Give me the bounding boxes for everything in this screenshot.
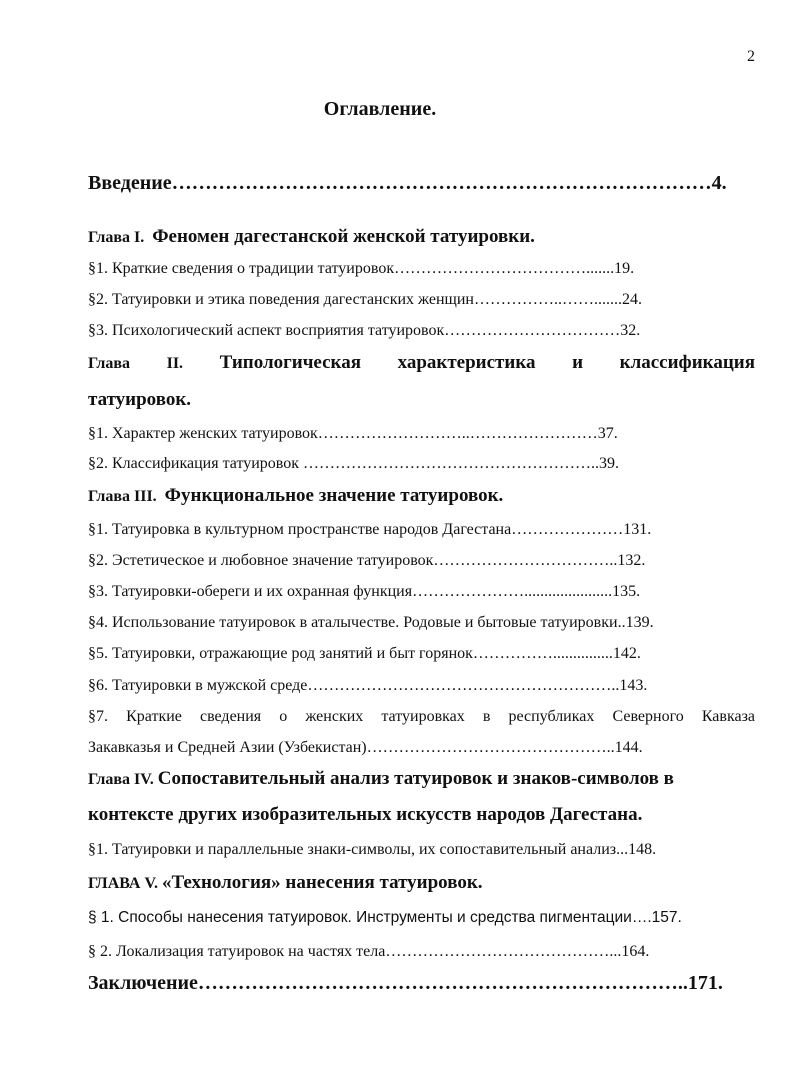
toc-chapter-4-line-1 <box>88 768 674 790</box>
toc-ch1-section-2: §2. Татуировки и этика поведения дагестанских женщин……………..…….......24. <box>88 291 642 308</box>
toc-ch1-section-3: §3. Психологический аспект восприятия татуировок……………………………32. <box>88 322 641 339</box>
toc-ch3-section-7-line-2: Закавказья и Средней Азии (Узбекистан)………………………………………..144. <box>88 739 643 756</box>
toc-chapter-4-line-2: контексте других изобразительных искусств народов Дагестана. <box>88 804 643 825</box>
chapter-2-word: характеристика <box>397 352 536 373</box>
toc-ch3-section-6: §6. Татуировки в мужской среде…………………………………………………..143. <box>88 677 648 694</box>
toc-ch1-section-1: §1. Краткие сведения о традиции татуировок……………………………….......19. <box>88 260 635 277</box>
toc-ch3-section-3: §3. Татуировки-обереги и их охранная функция…………………......................135. <box>88 583 641 600</box>
page-number: 2 <box>747 48 755 65</box>
toc-chapter-1 <box>88 226 535 248</box>
chapter-2-word: классификация <box>619 352 755 373</box>
toc-chapter-5 <box>88 872 483 894</box>
toc-ch5-section-2: § 2. Локализация татуировок на частях тела……………………………………...164. <box>88 943 650 960</box>
toc-ch4-section-1: §1. Татуировки и параллельные знаки-символы, их сопоставительный анализ...148. <box>88 841 657 858</box>
toc-chapter-2-line-2: татуировок. <box>88 389 192 410</box>
chapter-5-label: ГЛАВА V. <box>88 875 158 892</box>
toc-conclusion: Заключение………………………………………………………………..171. <box>88 972 723 994</box>
toc-chapter-2-line-1 <box>88 352 755 374</box>
chapter-3-title: Функциональное значение татуировок. <box>164 485 504 506</box>
toc-ch3-section-7-line-1: §7. Краткие сведения о женских татуировках в республиках Северного Кавказа <box>88 708 755 725</box>
chapter-2-word: и <box>572 352 584 373</box>
chapter-5-title: «Технология» нанесения татуировок. <box>161 872 483 893</box>
chapter-2-word: Глава <box>88 355 130 372</box>
toc-ch3-section-4: §4. Использование татуировок в аталычестве. Родовые и бытовые татуировки..139. <box>88 614 654 631</box>
toc-chapter-3 <box>88 485 503 507</box>
chapter-4-label: Глава IV. <box>88 771 154 788</box>
chapter-2-word: II. <box>166 355 184 372</box>
toc-ch2-section-1: §1. Характер женских татуировок………………………..……………………37. <box>88 425 618 442</box>
toc-ch3-section-5: §5. Татуировки, отражающие род занятий и быт горянок……………...............142. <box>88 645 641 662</box>
page-title: Оглавление. <box>323 98 437 120</box>
toc-ch3-section-1: §1. Татуировка в культурном пространстве народов Дагестана…………………131. <box>88 521 652 538</box>
toc-intro: Введение………………………………………………………………………4. <box>88 172 727 194</box>
toc-ch5-section-1: § 1. Способы нанесения татуировок. Инструменты и средства пигментации….157. <box>88 909 682 926</box>
chapter-1-title: Феномен дагестанской женской татуировки. <box>152 226 535 247</box>
chapter-4-title: Сопоставительный анализ татуировок и знаков-символов в <box>157 768 674 789</box>
toc-ch2-section-2: §2. Классификация татуировок ………………………………………………..39. <box>88 455 620 472</box>
chapter-3-label: Глава III. <box>88 488 157 505</box>
toc-ch3-section-2: §2. Эстетическое и любовное значение татуировок……………………………..132. <box>88 552 646 569</box>
chapter-1-label: Глава I. <box>88 229 145 246</box>
chapter-2-word: Типологическая <box>219 352 361 373</box>
